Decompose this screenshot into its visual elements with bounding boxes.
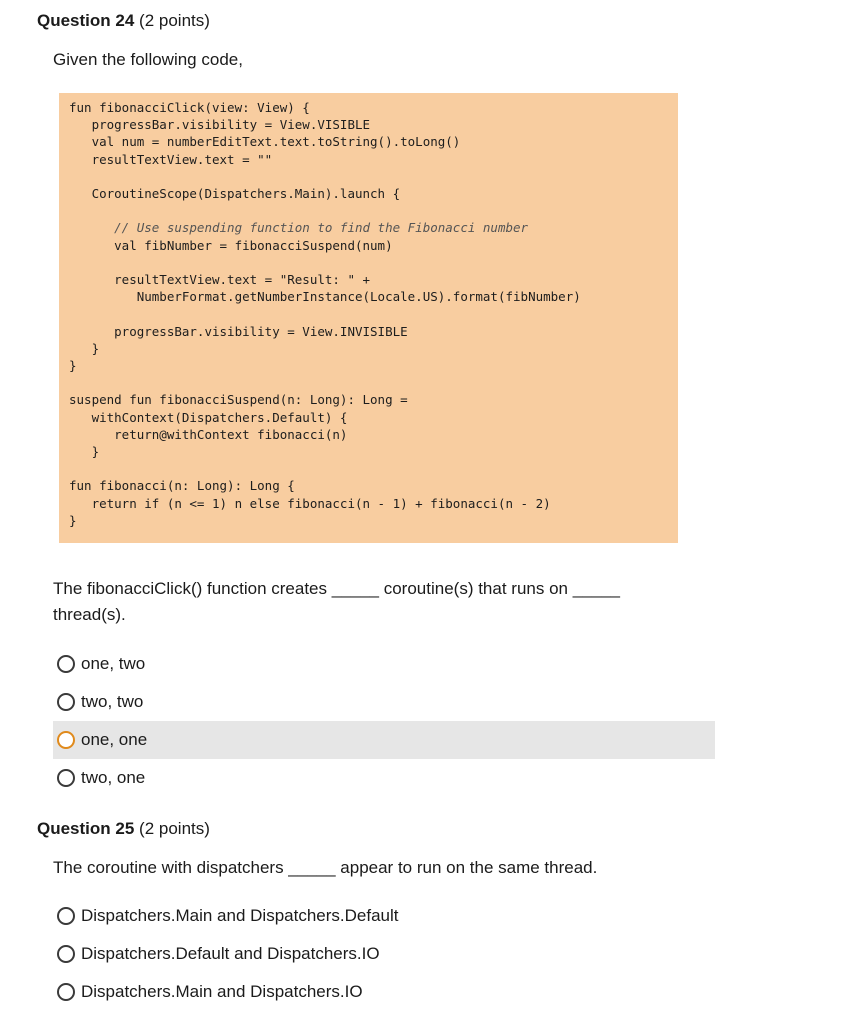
radio-button-icon[interactable] (57, 693, 75, 711)
option-label: Dispatchers.Default and Dispatchers.IO (81, 944, 380, 963)
code-line: } (69, 444, 100, 460)
code-line (69, 374, 668, 391)
code-line: return@withContext fibonacci(n) (69, 426, 348, 442)
code-line: } (69, 512, 77, 528)
code-line (69, 202, 668, 219)
option-one-two[interactable] (53, 645, 715, 683)
radio-button-icon[interactable] (57, 907, 75, 925)
radio-button-icon[interactable] (57, 983, 75, 1001)
code-line: fun fibonacci(n: Long): Long { (69, 478, 295, 494)
code-line: fun fibonacciClick(view: View) { (69, 100, 310, 115)
code-block (59, 93, 678, 543)
question-points: (2 points) (139, 11, 210, 30)
code-line: progressBar.visibility = View.VISIBLE (69, 117, 371, 133)
option-label: one, two (81, 654, 146, 673)
question-25-header (37, 819, 210, 839)
option-label: one, one (81, 730, 148, 749)
code-line (69, 254, 668, 271)
code-line (69, 168, 668, 185)
radio-button-icon[interactable] (57, 945, 75, 963)
option-two-two[interactable] (53, 683, 715, 721)
option-label: Dispatchers.Main and Dispatchers.Default (81, 906, 399, 925)
option-label: two, one (81, 768, 146, 787)
code-line: suspend fun fibonacciSuspend(n: Long): Long = (69, 392, 408, 408)
code-line: withContext(Dispatchers.Default) { (69, 409, 348, 425)
code-line: NumberFormat.getNumberInstance(Locale.US).format(fibNumber) (69, 289, 581, 305)
question-24-header (37, 11, 210, 31)
question-text: The coroutine with dispatchers _____ appear to run on the same thread. (53, 858, 598, 877)
code-line (69, 305, 668, 322)
code-comment: // Use suspending function to find the Fibonacci number (69, 220, 529, 236)
option-two-one[interactable] (53, 759, 715, 797)
radio-button-icon[interactable] (57, 731, 75, 749)
code-line: resultTextView.text = "Result: " + (69, 272, 371, 288)
question-points: (2 points) (139, 819, 210, 838)
question-text-line: thread(s). (53, 605, 126, 624)
code-line: } (69, 358, 77, 374)
code-line: resultTextView.text = "" (69, 151, 273, 167)
question-intro: Given the following code, (53, 50, 243, 69)
question-text (53, 576, 620, 628)
code-line: progressBar.visibility = View.INVISIBLE (69, 323, 408, 339)
answer-options (53, 897, 715, 1011)
option-one-one[interactable] (53, 721, 715, 759)
option-label: two, two (81, 692, 144, 711)
question-title: Question 24 (37, 11, 135, 30)
code-line (69, 460, 668, 477)
option-main-default[interactable] (53, 897, 715, 935)
option-label: Dispatchers.Main and Dispatchers.IO (81, 982, 363, 1001)
question-text-line: The fibonacciClick() function creates _____ coroutine(s) that runs on _____ (53, 579, 620, 598)
radio-button-icon[interactable] (57, 655, 75, 673)
code-line: return if (n <= 1) n else fibonacci(n - 1) + fibonacci(n - 2) (69, 495, 551, 511)
question-title: Question 25 (37, 819, 135, 838)
code-line: CoroutineScope(Dispatchers.Main).launch { (69, 186, 401, 202)
code-line: val num = numberEditText.text.toString().toLong() (69, 134, 461, 150)
code-line: } (69, 340, 100, 356)
code-line: val fibNumber = fibonacciSuspend(num) (69, 237, 393, 253)
radio-button-icon[interactable] (57, 769, 75, 787)
option-main-io[interactable] (53, 973, 715, 1011)
option-default-io[interactable] (53, 935, 715, 973)
answer-options (53, 645, 715, 797)
